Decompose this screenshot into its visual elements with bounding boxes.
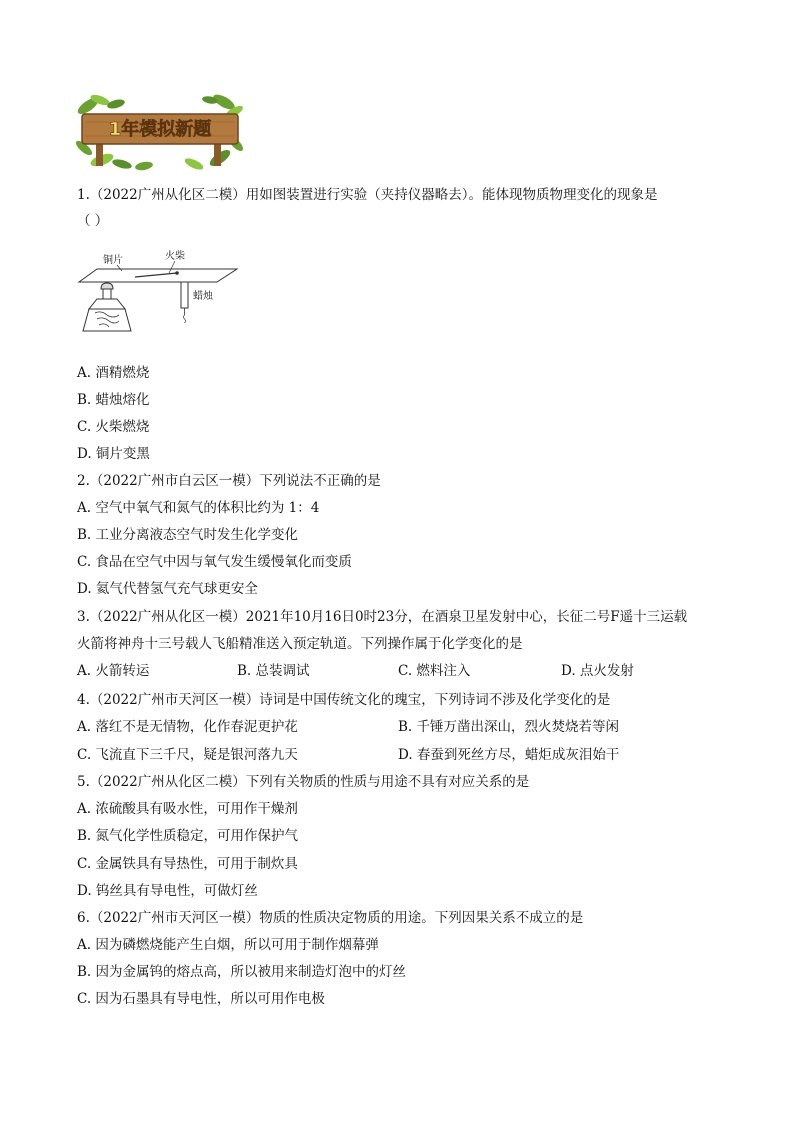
question-4-stem: 4.（2022广州市天河区一模）诗词是中国传统文化的瑰宝，下列诗词不涉及化学变化的是: [77, 692, 611, 708]
question-4-option-a: A. 落红不是无情物，化作春泥更护花: [77, 719, 298, 735]
question-3-option-c: C. 燃料注入: [398, 663, 471, 679]
question-1-option-b: B. 蜡烛熔化: [77, 392, 150, 408]
question-1-stem: 1.（2022广州从化区二模）用如图装置进行实验（夹持仪器略去）。能体现物质物理变化的现象是: [77, 187, 658, 203]
question-2-option-d: D. 氦气代替氢气充气球更安全: [77, 581, 258, 597]
question-1-option-c: C. 火柴燃烧: [77, 419, 150, 435]
label-copper: 铜片: [103, 255, 123, 266]
question-4-option-c: C. 飞流直下三千尺，疑是银河落九天: [77, 747, 298, 763]
question-3-stem-cont: 火箭将神舟十三号载人飞船精准送入预定轨道。下列操作属于化学变化的是: [77, 636, 523, 652]
question-1-option-a: A. 酒精燃烧: [77, 365, 150, 381]
question-5-option-c: C. 金属铁具有导热性，可用于制炊具: [77, 856, 298, 872]
question-1-blank: （ ）: [77, 213, 109, 229]
banner-title: 1年模拟新题: [108, 119, 212, 140]
question-6-option-b: B. 因为金属钨的熔点高，所以被用来制造灯泡中的灯丝: [77, 964, 407, 980]
question-3-stem: 3.（2022广州从化区一模）2021年10月16日0时23分，在酒泉卫星发射中心，长征二号F遥十三运载: [77, 609, 688, 625]
question-2-option-c: C. 食品在空气中因与氧气发生缓慢氧化而变质: [77, 554, 352, 570]
question-6-stem: 6.（2022广州市天河区一模）物质的性质决定物质的用途。下列因果关系不成立的是: [77, 910, 584, 926]
experiment-apparatus-figure: [77, 247, 242, 352]
question-5-option-a: A. 浓硫酸具有吸水性，可用作干燥剂: [77, 801, 298, 817]
question-3-option-a: A. 火箭转运: [77, 663, 150, 679]
question-1-option-d: D. 铜片变黑: [77, 446, 150, 462]
label-match: 火柴: [165, 251, 185, 262]
question-4-option-b: B. 千锤万凿出深山，烈火焚烧若等闲: [398, 719, 620, 735]
question-5-option-b: B. 氮气化学性质稳定，可用作保护气: [77, 828, 299, 844]
question-2-option-b: B. 工业分离液态空气时发生化学变化: [77, 527, 299, 543]
label-candle: 蜡烛: [193, 291, 213, 302]
alcohol-lamp-icon: [83, 283, 131, 331]
question-6-option-a: A. 因为磷燃烧能产生白烟，所以可用于制作烟幕弹: [77, 937, 379, 953]
question-6-option-c: C. 因为石墨具有导电性，所以可用作电极: [77, 991, 325, 1007]
question-2-stem: 2.（2022广州市白云区一模）下列说法不正确的是: [77, 473, 381, 489]
question-5-option-d: D. 钨丝具有导电性，可做灯丝: [77, 883, 258, 899]
question-4-option-d: D. 春蚕到死丝方尽，蜡炬成灰泪始干: [398, 747, 620, 763]
question-2-option-a: A. 空气中氧气和氮气的体积比约为 1：4: [77, 500, 320, 516]
question-3-option-d: D. 点火发射: [561, 663, 634, 679]
question-3-option-b: B. 总装调试: [237, 663, 310, 679]
section-banner: [74, 92, 246, 172]
question-5-stem: 5.（2022广州从化区二模）下列有关物质的性质与用途不具有对应关系的是: [77, 774, 530, 790]
